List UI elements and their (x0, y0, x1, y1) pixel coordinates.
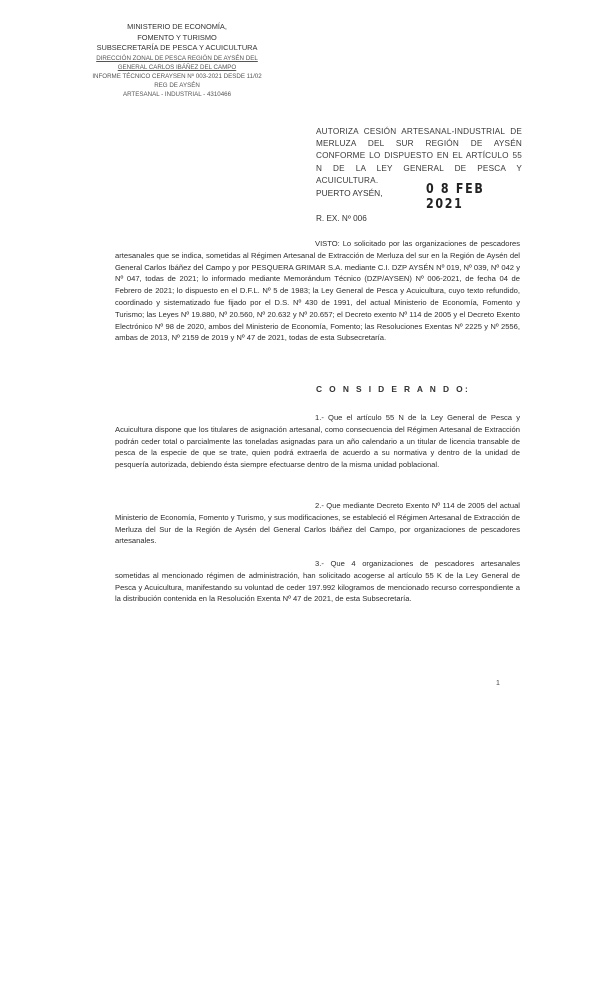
header-informe: INFORME TÉCNICO CERAYSEN Nº 003-2021 DESDE 11/02 (92, 72, 262, 80)
considerando-heading: C O N S I D E R A N D O: (316, 384, 471, 394)
considerando-3: 3.- Que 4 organizaciones de pescadores artesanales sometidas al mencionado régimen de administración, han solicitado acogerse al artículo 55 K de la Ley General de Pesca y Acuicultura, manifestando su voluntad de ceder 197.992 kilogramos de mencionado recurso correspondiente a la distribución contenida en la Resolución Exenta Nº 47 de 2021, de esta Subsecretaría. (115, 559, 520, 604)
page-number: 1 (496, 680, 500, 687)
header-reg: REG DE AYSÉN (154, 81, 200, 89)
header-ministry-2: FOMENTO Y TURISMO (137, 32, 217, 42)
resolution-number: R. EX. Nº 006 (316, 214, 367, 223)
header-ministry: MINISTERIO DE ECONOMÍA, (127, 22, 227, 31)
resolution-title: AUTORIZA CESIÓN ARTESANAL-INDUSTRIAL DE MERLUZA DEL SUR REGIÓN DE AYSÉN CONFORME LO DISPUESTO EN EL ARTÍCULO 55 N DE LA LEY GENERAL DE PESCA Y ACUICULTURA. (316, 127, 522, 185)
letterhead (82, 22, 272, 99)
visto-paragraph: VISTO: Lo solicitado por las organizaciones de pescadores artesanales que se indica, sometidas al Régimen Artesanal de Extracción de Merluza del sur en la Región de Aysén del General Carlos Ibáñez del Campo y por PESQUERA GRIMAR S.A. mediante C.I. DZP AYSÉN Nº 019, Nº 039, Nº 042 y Nº 047, todas de 2021; lo informado mediante Memorándum Técnico (DZP/AYSEN) Nº 006-2021, de fecha 04 de Febrero de 2021; lo dispuesto en el D.F.L. Nº 5 de 1983; la Ley General de Pesca y Acuicultura, cuyo texto refundido, coordinado y sistematizado fue fijado por el D.S. Nº 430 de 1991, del actual Ministerio de Economía, Fomento y Turismo; las Leyes Nº 19.880, Nº 20.560, Nº 20.632 y Nº 20.657; el Decreto exento Nº 114 de 2005 y el Decreto Exento Electrónico Nº 98 de 2020, ambos del Ministerio de Economía, Fomento; las Resoluciones Exentas Nº 2225 y Nº 2556, ambas de 2013, Nº 2159 de 2019 y Nº 47 de 2021, todas de esta Subsecretaría. (115, 239, 520, 343)
header-code: ARTESANAL - INDUSTRIAL - 4310466 (122, 90, 232, 98)
place-date (316, 182, 536, 212)
header-region: GENERAL CARLOS IBÁÑEZ DEL CAMPO (117, 63, 237, 71)
header-direccion: DIRECCIÓN ZONAL DE PESCA REGIÓN DE AYSÉN DEL (96, 54, 258, 62)
header-subsecretaria: SUBSECRETARÍA DE PESCA Y ACUICULTURA (96, 43, 258, 53)
considerando-2: 2.- Que mediante Decreto Exento Nº 114 de 2005 del actual Ministerio de Economía, Fomento y Turismo, y sus modificaciones, se estableció el Régimen Artesanal de Extracción de Merluza del Sur de la Región de Aysén del General Carlos Ibáñez del Campo, por organizaciones de pescadores artesanales. (115, 501, 520, 546)
date-stamp: 0 8 FEB 2021 (426, 182, 485, 212)
considerando-1: 1.- Que el artículo 55 N de la Ley General de Pesca y Acuicultura dispone que los titulares de asignación artesanal, como consecuencia del Régimen Artesanal de Extracción podrán ceder total o parcialmente las toneladas asignadas para un año calendario a un titular de licencia transable de pesca de la especie de que se trate, quien podrá extraerla de acuerdo a su normativa y dentro de la unidad de pesquería autorizada, debiendo ésta siempre efectuarse dentro de la misma unidad poblacional. (115, 413, 520, 470)
place: PUERTO AYSÉN, (316, 188, 383, 198)
